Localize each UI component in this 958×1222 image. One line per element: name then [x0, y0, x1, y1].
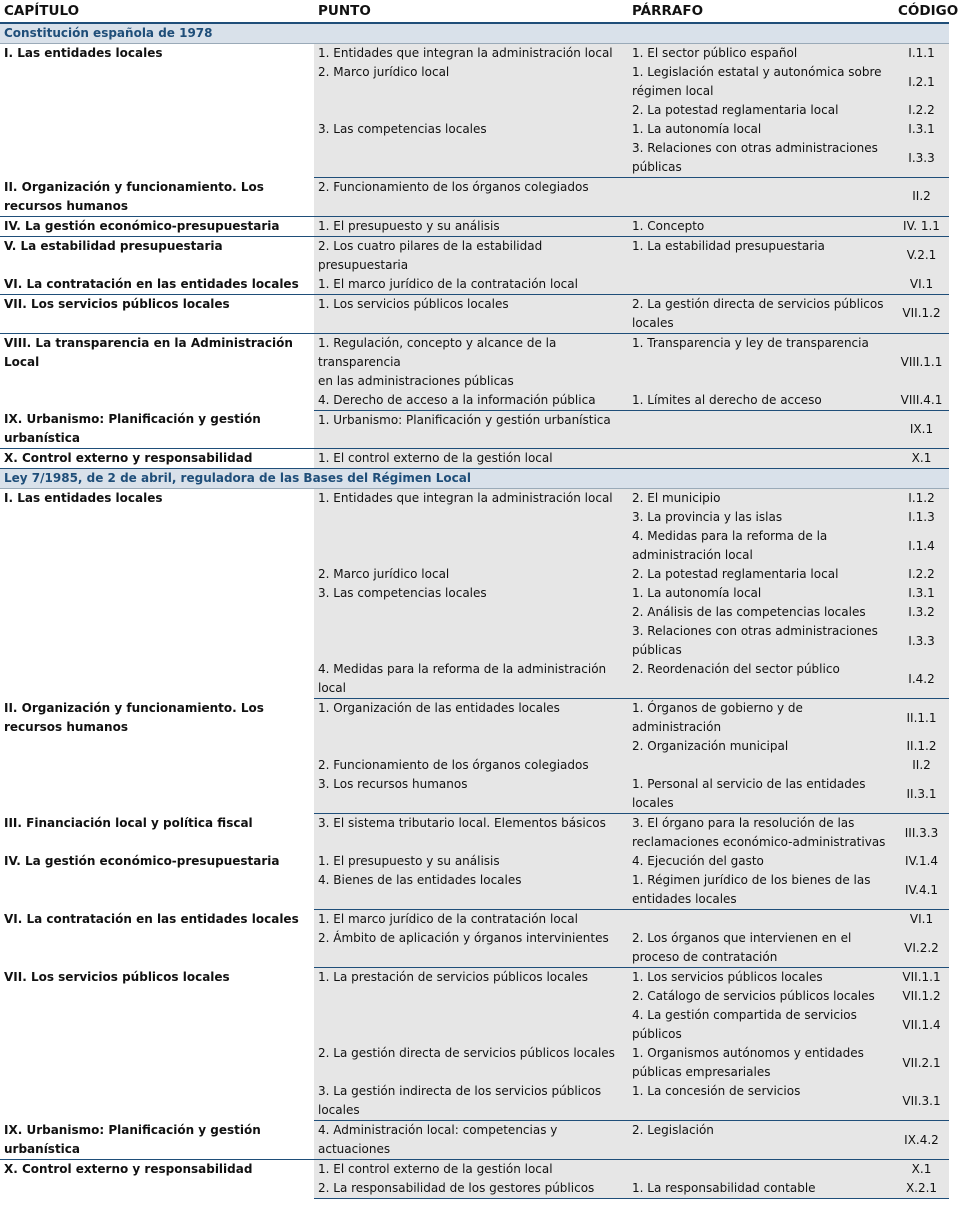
code-cell: I.1.4: [894, 527, 949, 565]
chapter-group: [0, 410, 949, 449]
code-cell: I.3.1: [894, 120, 949, 139]
code-cell: V.2.1: [894, 236, 949, 275]
code-cell: III.3.3: [894, 814, 949, 853]
point-cell: 1. El marco jurídico de la contratación local: [314, 910, 628, 930]
paragraph-cell: 2. Catálogo de servicios públicos locales: [628, 987, 894, 1006]
paragraph-cell: 1. Concepto: [628, 216, 894, 236]
chapter-group: [0, 275, 949, 295]
chapter-cell: IX. Urbanismo: Planificación y gestión urbanística: [0, 1121, 314, 1160]
paragraph-cell: 3. Relaciones con otras administraciones públicas: [628, 622, 894, 660]
code-cell: II.1.1: [894, 699, 949, 738]
chapter-cell: VII. Los servicios públicos locales: [4, 969, 230, 984]
point-cell: [314, 101, 628, 120]
code-cell: I.2.1: [894, 63, 949, 101]
chapter-group: [0, 294, 949, 333]
table-row: [0, 275, 949, 295]
code-cell: VII.1.2: [894, 294, 949, 333]
section-header-group: [0, 23, 949, 44]
paragraph-cell: 4. Medidas para la reforma de la administración local: [628, 527, 894, 565]
point-cell: 4. Bienes de las entidades locales: [314, 871, 628, 910]
code-cell: I.3.1: [894, 584, 949, 603]
point-cell: 2. La responsabilidad de los gestores públicos: [314, 1179, 628, 1199]
code-cell: VI.2.2: [894, 929, 949, 968]
code-cell: I.2.2: [894, 565, 949, 584]
point-cell: [314, 508, 628, 527]
table-row: [0, 968, 949, 988]
point-cell: 1. Regulación, concepto y alcance de la transparencia en las administraciones públicas: [314, 333, 628, 391]
point-cell: [314, 622, 628, 660]
point-cell: [314, 1006, 628, 1044]
code-cell: VII.1.2: [894, 987, 949, 1006]
header-paragraph: PÁRRAFO: [628, 0, 894, 23]
code-cell: VIII.4.1: [894, 391, 949, 411]
point-cell: 3. Las competencias locales: [314, 120, 628, 139]
point-cell: 1. Entidades que integran la administración local: [314, 489, 628, 509]
code-cell: I.1.3: [894, 508, 949, 527]
chapter-cell: IV. La gestión económico-presupuestaria: [4, 854, 280, 868]
header-point: PUNTO: [314, 0, 628, 23]
paragraph-cell: 2. La gestión directa de servicios públicos locales: [628, 294, 894, 333]
paragraph-cell: 3. Relaciones con otras administraciones públicas: [628, 139, 894, 178]
chapter-group: [0, 449, 949, 469]
point-cell: 4. Medidas para la reforma de la administración local: [314, 660, 628, 699]
paragraph-cell: 2. La potestad reglamentaria local: [628, 565, 894, 584]
paragraph-cell: 1. La concesión de servicios: [628, 1082, 894, 1121]
code-cell: IV.1.4: [894, 852, 949, 871]
section-header-group: [0, 469, 949, 489]
point-cell: [314, 139, 628, 178]
table-header: [0, 0, 958, 23]
paragraph-cell: 3. El órgano para la resolución de las reclamaciones económico-administrativas: [628, 814, 894, 853]
paragraph-cell: 1. Organismos autónomos y entidades públicas empresariales: [628, 1044, 894, 1082]
chapter-cell: VI. La contratación en las entidades locales: [0, 275, 314, 295]
paragraph-cell: [628, 1160, 894, 1180]
chapter-group: [0, 44, 949, 178]
paragraph-cell: 2. La potestad reglamentaria local: [628, 101, 894, 120]
chapter-group: [0, 910, 949, 968]
point-cell: 1. La prestación de servicios públicos locales: [314, 968, 628, 988]
paragraph-cell: [628, 410, 894, 449]
point-cell: 2. Los cuatro pilares de la estabilidad presupuestaria: [314, 236, 628, 275]
chapter-group: [0, 216, 949, 236]
chapter-group: [0, 852, 949, 910]
point-cell: 1. El control externo de la gestión local: [314, 449, 628, 469]
point-cell: 1. El marco jurídico de la contratación local: [314, 275, 628, 295]
point-cell: 3. El sistema tributario local. Elementos básicos: [314, 814, 628, 853]
point-cell: [314, 603, 628, 622]
chapter-cell: VIII. La transparencia en la Administración Local: [4, 335, 293, 369]
paragraph-cell: 3. La provincia y las islas: [628, 508, 894, 527]
table-row: [0, 1160, 949, 1180]
code-cell: VII.1.1: [894, 968, 949, 988]
section-title: Constitución española de 1978: [0, 23, 949, 44]
chapter-group: [0, 236, 949, 275]
table-row: [0, 216, 949, 236]
point-cell: 1. Los servicios públicos locales: [314, 294, 628, 333]
point-cell: [314, 527, 628, 565]
code-cell: I.3.2: [894, 603, 949, 622]
code-cell: I.3.3: [894, 139, 949, 178]
point-cell: [314, 737, 628, 756]
code-cell: IV. 1.1: [894, 216, 949, 236]
point-cell: 2. Marco jurídico local: [314, 63, 628, 101]
code-cell: X.2.1: [894, 1179, 949, 1199]
table-row: [0, 489, 949, 509]
chapter-group: [0, 489, 949, 699]
table-row: [0, 852, 949, 871]
code-cell: II.2: [894, 178, 949, 217]
code-cell: I.2.2: [894, 101, 949, 120]
chapter-group: [0, 178, 949, 217]
table-row: [0, 449, 949, 469]
point-cell: 4. Derecho de acceso a la información pública: [314, 391, 628, 411]
chapter-cell: X. Control externo y responsabilidad: [4, 1162, 253, 1176]
paragraph-cell: 2. Legislación: [628, 1121, 894, 1160]
chapter-cell: I. Las entidades locales: [4, 46, 163, 60]
chapter-cell: V. La estabilidad presupuestaria: [4, 238, 223, 253]
section-title: Ley 7/1985, de 2 de abril, reguladora de las Bases del Régimen Local: [0, 469, 949, 489]
chapter-cell: X. Control externo y responsabilidad: [0, 449, 314, 469]
point-cell: 2. Marco jurídico local: [314, 565, 628, 584]
table-row: [0, 910, 949, 930]
paragraph-cell: 1. Los servicios públicos locales: [628, 968, 894, 988]
chapter-cell: IX. Urbanismo: Planificación y gestión urbanística: [0, 410, 314, 449]
chapter-cell: II. Organización y funcionamiento. Los recursos humanos: [4, 700, 264, 734]
point-cell: 3. Las competencias locales: [314, 584, 628, 603]
table-row: [0, 333, 949, 391]
point-cell: 1. Entidades que integran la administración local: [314, 44, 628, 64]
paragraph-cell: [628, 756, 894, 775]
chapter-cell: III. Financiación local y política fiscal: [4, 815, 253, 830]
point-cell: [314, 987, 628, 1006]
chapter-group: [0, 814, 949, 853]
chapter-cell: VI. La contratación en las entidades locales: [4, 911, 299, 926]
code-cell: IV.4.1: [894, 871, 949, 910]
paragraph-cell: [628, 178, 894, 217]
paragraph-cell: 4. Ejecución del gasto: [628, 852, 894, 871]
point-cell: 1. El presupuesto y su análisis: [314, 216, 628, 236]
chapter-group: [0, 1121, 949, 1160]
paragraph-cell: 1. Legislación estatal y autonómica sobre régimen local: [628, 63, 894, 101]
table-row: [0, 1121, 949, 1160]
table-row: [0, 699, 949, 738]
point-cell: 3. Los recursos humanos: [314, 775, 628, 814]
code-cell: I.3.3: [894, 622, 949, 660]
chapter-cell: I. Las entidades locales: [4, 491, 163, 505]
paragraph-cell: [628, 449, 894, 469]
paragraph-cell: [628, 910, 894, 930]
code-cell: I.1.1: [894, 44, 949, 64]
code-cell: VII.3.1: [894, 1082, 949, 1121]
paragraph-cell: 1. Transparencia y ley de transparencia: [628, 333, 894, 391]
point-cell: 2. La gestión directa de servicios públicos locales: [314, 1044, 628, 1082]
chapter-cell: IV. La gestión económico-presupuestaria: [0, 216, 314, 236]
header-code: CÓDIGO: [894, 0, 949, 23]
code-cell: II.1.2: [894, 737, 949, 756]
code-cell: IX.4.2: [894, 1121, 949, 1160]
point-cell: 1. El presupuesto y su análisis: [314, 852, 628, 871]
paragraph-cell: 2. Reordenación del sector público: [628, 660, 894, 699]
header-chapter: CAPÍTULO: [0, 0, 314, 23]
point-cell: 2. Funcionamiento de los órganos colegiados: [314, 178, 628, 217]
paragraph-cell: [628, 275, 894, 295]
chapter-group: [0, 333, 949, 410]
paragraph-cell: 1. La autonomía local: [628, 584, 894, 603]
code-cell: X.1: [894, 449, 949, 469]
paragraph-cell: 2. Análisis de las competencias locales: [628, 603, 894, 622]
table-row: [0, 44, 949, 64]
code-cell: VI.1: [894, 910, 949, 930]
chapter-group: [0, 1160, 949, 1199]
code-cell: VI.1: [894, 275, 949, 295]
point-cell: 2. Funcionamiento de los órganos colegiados: [314, 756, 628, 775]
paragraph-cell: 1. Régimen jurídico de los bienes de las entidades locales: [628, 871, 894, 910]
paragraph-cell: 2. Los órganos que intervienen en el proceso de contratación: [628, 929, 894, 968]
code-cell: II.3.1: [894, 775, 949, 814]
paragraph-cell: 1. La responsabilidad contable: [628, 1179, 894, 1199]
code-cell: I.1.2: [894, 489, 949, 509]
point-cell: 1. El control externo de la gestión local: [314, 1160, 628, 1180]
code-cell: VII.2.1: [894, 1044, 949, 1082]
table-row: [0, 294, 949, 333]
chapter-group: [0, 699, 949, 814]
paragraph-cell: 1. Límites al derecho de acceso: [628, 391, 894, 411]
code-cell: VIII.1.1: [894, 333, 949, 391]
paragraph-cell: 1. El sector público español: [628, 44, 894, 64]
table-row: [0, 410, 949, 449]
paragraph-cell: 4. La gestión compartida de servicios públicos: [628, 1006, 894, 1044]
point-cell: 1. Urbanismo: Planificación y gestión urbanística: [314, 410, 628, 449]
chapter-cell: VII. Los servicios públicos locales: [0, 294, 314, 333]
code-cell: IX.1: [894, 410, 949, 449]
code-cell: II.2: [894, 756, 949, 775]
point-cell: 1. Organización de las entidades locales: [314, 699, 628, 738]
table-row: [0, 178, 949, 217]
chapter-group: [0, 968, 949, 1121]
code-cell: X.1: [894, 1160, 949, 1180]
code-cell: VII.1.4: [894, 1006, 949, 1044]
paragraph-cell: 1. Personal al servicio de las entidades locales: [628, 775, 894, 814]
code-cell: I.4.2: [894, 660, 949, 699]
paragraph-cell: 1. Órganos de gobierno y de administración: [628, 699, 894, 738]
paragraph-cell: 1. La estabilidad presupuestaria: [628, 236, 894, 275]
point-cell: 3. La gestión indirecta de los servicios públicos locales: [314, 1082, 628, 1121]
point-cell: 4. Administración local: competencias y actuaciones: [314, 1121, 628, 1160]
point-cell: 2. Ámbito de aplicación y órganos intervinientes: [314, 929, 628, 968]
paragraph-cell: 1. La autonomía local: [628, 120, 894, 139]
paragraph-cell: 2. Organización municipal: [628, 737, 894, 756]
chapter-cell: II. Organización y funcionamiento. Los recursos humanos: [0, 178, 314, 217]
paragraph-cell: 2. El municipio: [628, 489, 894, 509]
